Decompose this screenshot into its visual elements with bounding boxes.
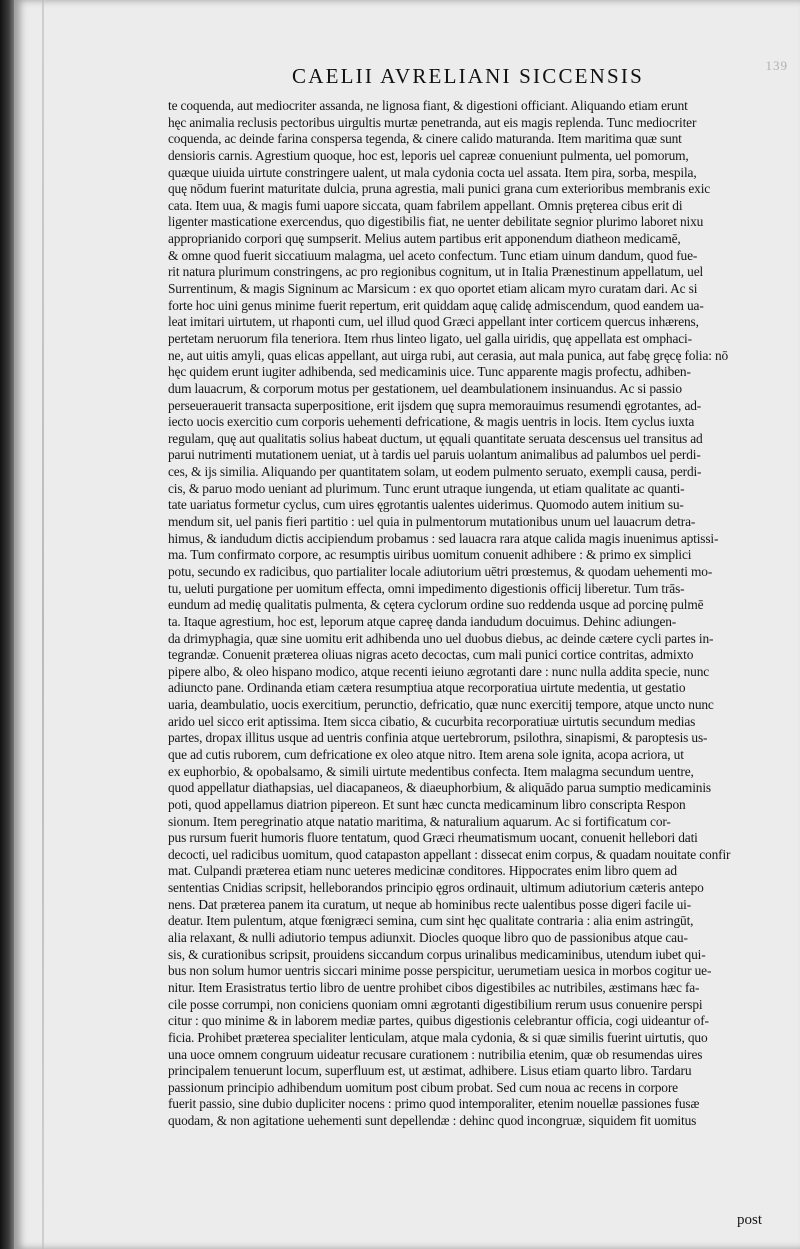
text-line: forte hoc uini genus minime fuerit repertum, erit quiddam aquę calidę admiscendum, quod eandem ua- (168, 297, 704, 313)
text-line: alia relaxant, & nulli adiutorio tempus adiunxit. Diocles quoque libro quo de passionibus atque cau- (168, 930, 688, 946)
text-line: te coquenda, aut mediocriter assanda, ne lignosa fiant, & digestioni officiant. Aliquando etiam erunt (168, 98, 688, 113)
text-line: densioris carnis. Agrestium quoque, hoc est, leporis uel capreæ conueniunt pulmenta, uel pomorum, (168, 147, 689, 163)
text-line: ne, aut uitis amyli, quas elicas appellant, aut uirga rubi, aut cerasia, aut mala punica, aut fabę gręcę folia: nō (168, 347, 729, 363)
text-line: arido uel sicco erit aptissima. Item sicca cibatio, & cucurbita recorporatiuæ uirtutis secundum medias (168, 713, 696, 729)
text-line: approprianido corpori quę sumpserit. Melius autem partibus erit apponendum diatheon medicamē, (168, 231, 681, 247)
text-line: nitur. Item Erasistratus tertio libro de uentre prohibet cibos digestibiles ac nutribiles, æstimans hæc fa- (168, 979, 700, 995)
book-page (14, 0, 800, 1249)
text-line: citur : quo minime & in laborem mediæ partes, quibus digestionis celebrantur officia, cogi uideantur of- (168, 1013, 709, 1029)
text-line: ex euphorbio, & opobalsamo, & simili uirtute medentibus confecta. Item malagma secundum uentre, (168, 763, 694, 779)
text-line: dum lauacrum, & corporum motus per gestationem, uel deambulationem insinuandus. Ac si passio (168, 380, 682, 396)
text-line: iecto uocis exercitio cum corporis uehementi defricatione, & magis uentris in locis. Item cyclus iuxta (168, 414, 695, 430)
text-line: pipere albo, & oleo hispano modico, atque recenti ieiuno ægrotanti dare : nunc nulla addita specie, nunc (168, 663, 710, 679)
text-line: tu, ueluti purgatione per uomitum effecta, omni impedimento digestionis officij liberetur. Tum trās- (168, 580, 685, 596)
gutter-line (42, 0, 44, 1249)
text-line: leat imitari uirtutem, ut rhaponti cum, uel illud quod Græci appellant inter corticem quercus inhærens, (168, 314, 699, 330)
text-line: que ad cutis ruborem, cum defricatione ex oleo atque nitro. Item arena sole ignita, acopa acriora, ut (168, 746, 684, 762)
text-line: hęc quidem erunt iugiter adhibenda, sed medicaminis uice. Tunc apparente magis profectu, adhiben- (168, 364, 691, 380)
text-line: pus rursum fuerit humoris fluore tentatum, quod Græci rheumatismum uocant, conuenit hellebori dati (168, 830, 698, 846)
text-line: quę nōdum fuerint maturitate dulcia, pruna agrestia, mali punici grana cum exterioribus membranis exic (168, 181, 711, 197)
text-line: himus, & iandudum dictis accipiendum probamus : sed lauacra rara atque calida magis inuenimus aptissi- (168, 530, 719, 546)
text-line: principalem tenuerunt locum, superfluum est, ut æstimat, adhibere. Lisus etiam quarto libro. Tardaru (168, 1063, 692, 1079)
text-line: deatur. Item pulentum, atque fœnigræci semina, cum sint hęc qualitate contraria : alia enim astringūt, (168, 913, 694, 929)
catchword: post (736, 1212, 762, 1228)
text-line: ficia. Prohibet præterea specialiter lenticulam, atque mala cydonia, & si quæ similis fuerint uirtutis, quo (168, 1029, 708, 1045)
text-line: mat. Culpandi præterea etiam nunc ueteres medicinæ conditores. Hippocrates enim libro quem ad (168, 863, 677, 879)
text-line: perseuerauerit transacta superpositione, erit ijsdem quę supra memorauimus resumendi ęgrotantes, ad- (168, 397, 702, 413)
text-line: & omne quod fuerit siccatiuum malagma, uel aceto confectum. Tunc etiam uinum dandum, quod fue- (168, 247, 698, 263)
text-line: partes, dropax illitus usque ad uentris confinia atque uertebrorum, psilothra, sinapismi, & paroptesis us- (168, 730, 708, 746)
text-line: cile posse corrumpi, non coniciens quoniam omni ægrotanti digestibilium rerum usus conuenire perspi (168, 996, 703, 1012)
text-line: uaria, deambulatio, uocis exercitium, perunctio, defricatio, quæ nunc exercitij tempore, atque uncto nunc (168, 697, 714, 713)
text-line: parui nutrimenti mutationem ueniat, ut à tardis uel paruis uolantum animalibus ad palumbos uel perdi- (168, 447, 701, 463)
body-text (168, 98, 776, 1130)
text-line: tegrandæ. Conuenit præterea oliuas nigras aceto decoctas, cum mali punici cortice contritas, admixto (168, 647, 694, 663)
text-line: hęc animalia reclusis pectoribus uirgultis murtæ penetranda, aut eis magis replenda. Tunc mediocriter (168, 114, 697, 130)
running-head: CAELII AVRELIANI SICCENSIS (292, 64, 644, 88)
text-line: poti, quod appellamus diatrion pipereon. Et sunt hæc cuncta medicaminum libro conscripta Respon (168, 796, 686, 812)
text-line: pertetam neruorum fila teneriora. Item rhus linteo ligato, uel galla uiridis, quę appellata est omphaci- (168, 330, 692, 346)
text-line: eundum ad medię qualitatis pulmenta, & cętera cyclorum ordine suo reddenda usque ad porcinę pulmē (168, 597, 704, 613)
text-line: quodam, & non agitatione uehementi sunt depellendæ : dehinc quod incongruæ, siquidem fit uomitus (168, 1113, 697, 1129)
folio-number: 139 (765, 58, 788, 73)
text-line: potu, secundo ex radicibus, quo partialiter locale adiutorium uētri prœstemus, & quodam uehementi mo- (168, 563, 713, 579)
text-line: cata. Item uua, & magis fumi uapore siccata, quam fabrilem appellant. Omnis pręterea cibus erit di (168, 197, 683, 213)
text-line: cis, & paruo modo ueniant ad plurimum. Tunc erunt utraque iungenda, ut etiam qualitate ac quanti- (168, 480, 685, 496)
text-line: adiuncto pane. Ordinanda etiam cætera resumptiua atque recorporatiua uirtute medentia, ut gestatio (168, 680, 686, 696)
text-line: mendum sit, uel panis fieri partitio : uel quia in pulmentorum mutationibus unum uel lauacrum detra- (168, 514, 696, 530)
text-line: sionum. Item peregrinatio atque natatio maritima, & naturalium aquarum. Ac si fortificatum cor- (168, 813, 671, 829)
text-line: regulam, quę aut qualitatis solius habeat ductum, ut ęquali quantitate seruata descensus uel transitus ad (168, 430, 703, 446)
book-edge-shadow (0, 0, 14, 1249)
text-line: una uoce omnem congruum uideatur recusare curationem : nutribilia etenim, quæ ob resumendas uires (168, 1046, 703, 1062)
text-line: fuerit passio, sine dubio dupliciter nocens : primo quod intemporaliter, etenim nouellæ passiones fusæ (168, 1096, 700, 1112)
text-line: da drimyphagia, quæ sine uomitu erit adhibenda uno uel duobus diebus, ac deinde cætere cycli partes in- (168, 630, 714, 646)
text-line: sis, & curationibus scripsit, prouidens siccandum corpus urinalibus medicaminibus, utendum iubet qui- (168, 946, 706, 962)
text-line: bus non solum humor uentris siccari minime posse perspicitur, uerumetiam uesica in morbos cogitur ue- (168, 963, 712, 979)
text-line: Surrentinum, & magis Signinum ac Marsicum : ex quo oportet etiam alicam myro curatam dari. Ac si (168, 281, 698, 297)
text-line: decocti, uel radicibus uomitum, quod catapaston appellant : dissecat enim corpus, & quadam nouitate confir (168, 846, 731, 862)
text-line: ta. Itaque agrestium, hoc est, leporum atque capreę danda iandudum docuimus. Dehinc adiungen- (168, 613, 677, 629)
text-line: quæque uiuida uirtute constringere ualent, ut mala cydonia cocta uel assata. Item pira, sorba, mespila, (168, 164, 697, 180)
text-line: nens. Dat præterea panem ita curatum, ut neque ab hominibus recte ualentibus posse digeri facile ui- (168, 896, 692, 912)
text-line: coquenda, ac deinde farina conspersa tegenda, & cinere calido maturanda. Item maritima quæ sunt (168, 131, 682, 147)
text-line: ma. Tum confirmato corpore, ac resumptis uiribus uomitum conuenit adhibere : & primo ex simplici (168, 547, 692, 563)
text-line: ligenter masticatione exercendus, quo digestibilis fiat, ne uenter debilitate segnior plurimo laboret nixu (168, 214, 704, 230)
text-line: quod appellatur diathapsias, uel diacapaneos, & diaeuphorbium, & aliquādo parua sumptio medicaminis (168, 780, 711, 796)
text-line: passionum principio adhibendum uomitum post cibum probat. Sed cum noua ac recens in corpore (168, 1079, 678, 1095)
text-line: sententias Cnidias scripsit, helleborandos principio ęgros ordinauit, ultimum adiutorium cæteris antepo (168, 880, 704, 896)
text-line: ces, & ijs similia. Aliquando per quantitatem solam, ut eodem pulmento seruato, exempli causa, perdi- (168, 464, 702, 480)
text-line: tate uariatus formetur cyclus, cum uires ęgrotantis ualentes uiderimus. Quomodo autem initium su- (168, 497, 684, 513)
text-line: rit natura plurimum constringens, ac pro regionibus cognitum, ut in Italia Prænestinum appellatum, uel (168, 264, 704, 280)
